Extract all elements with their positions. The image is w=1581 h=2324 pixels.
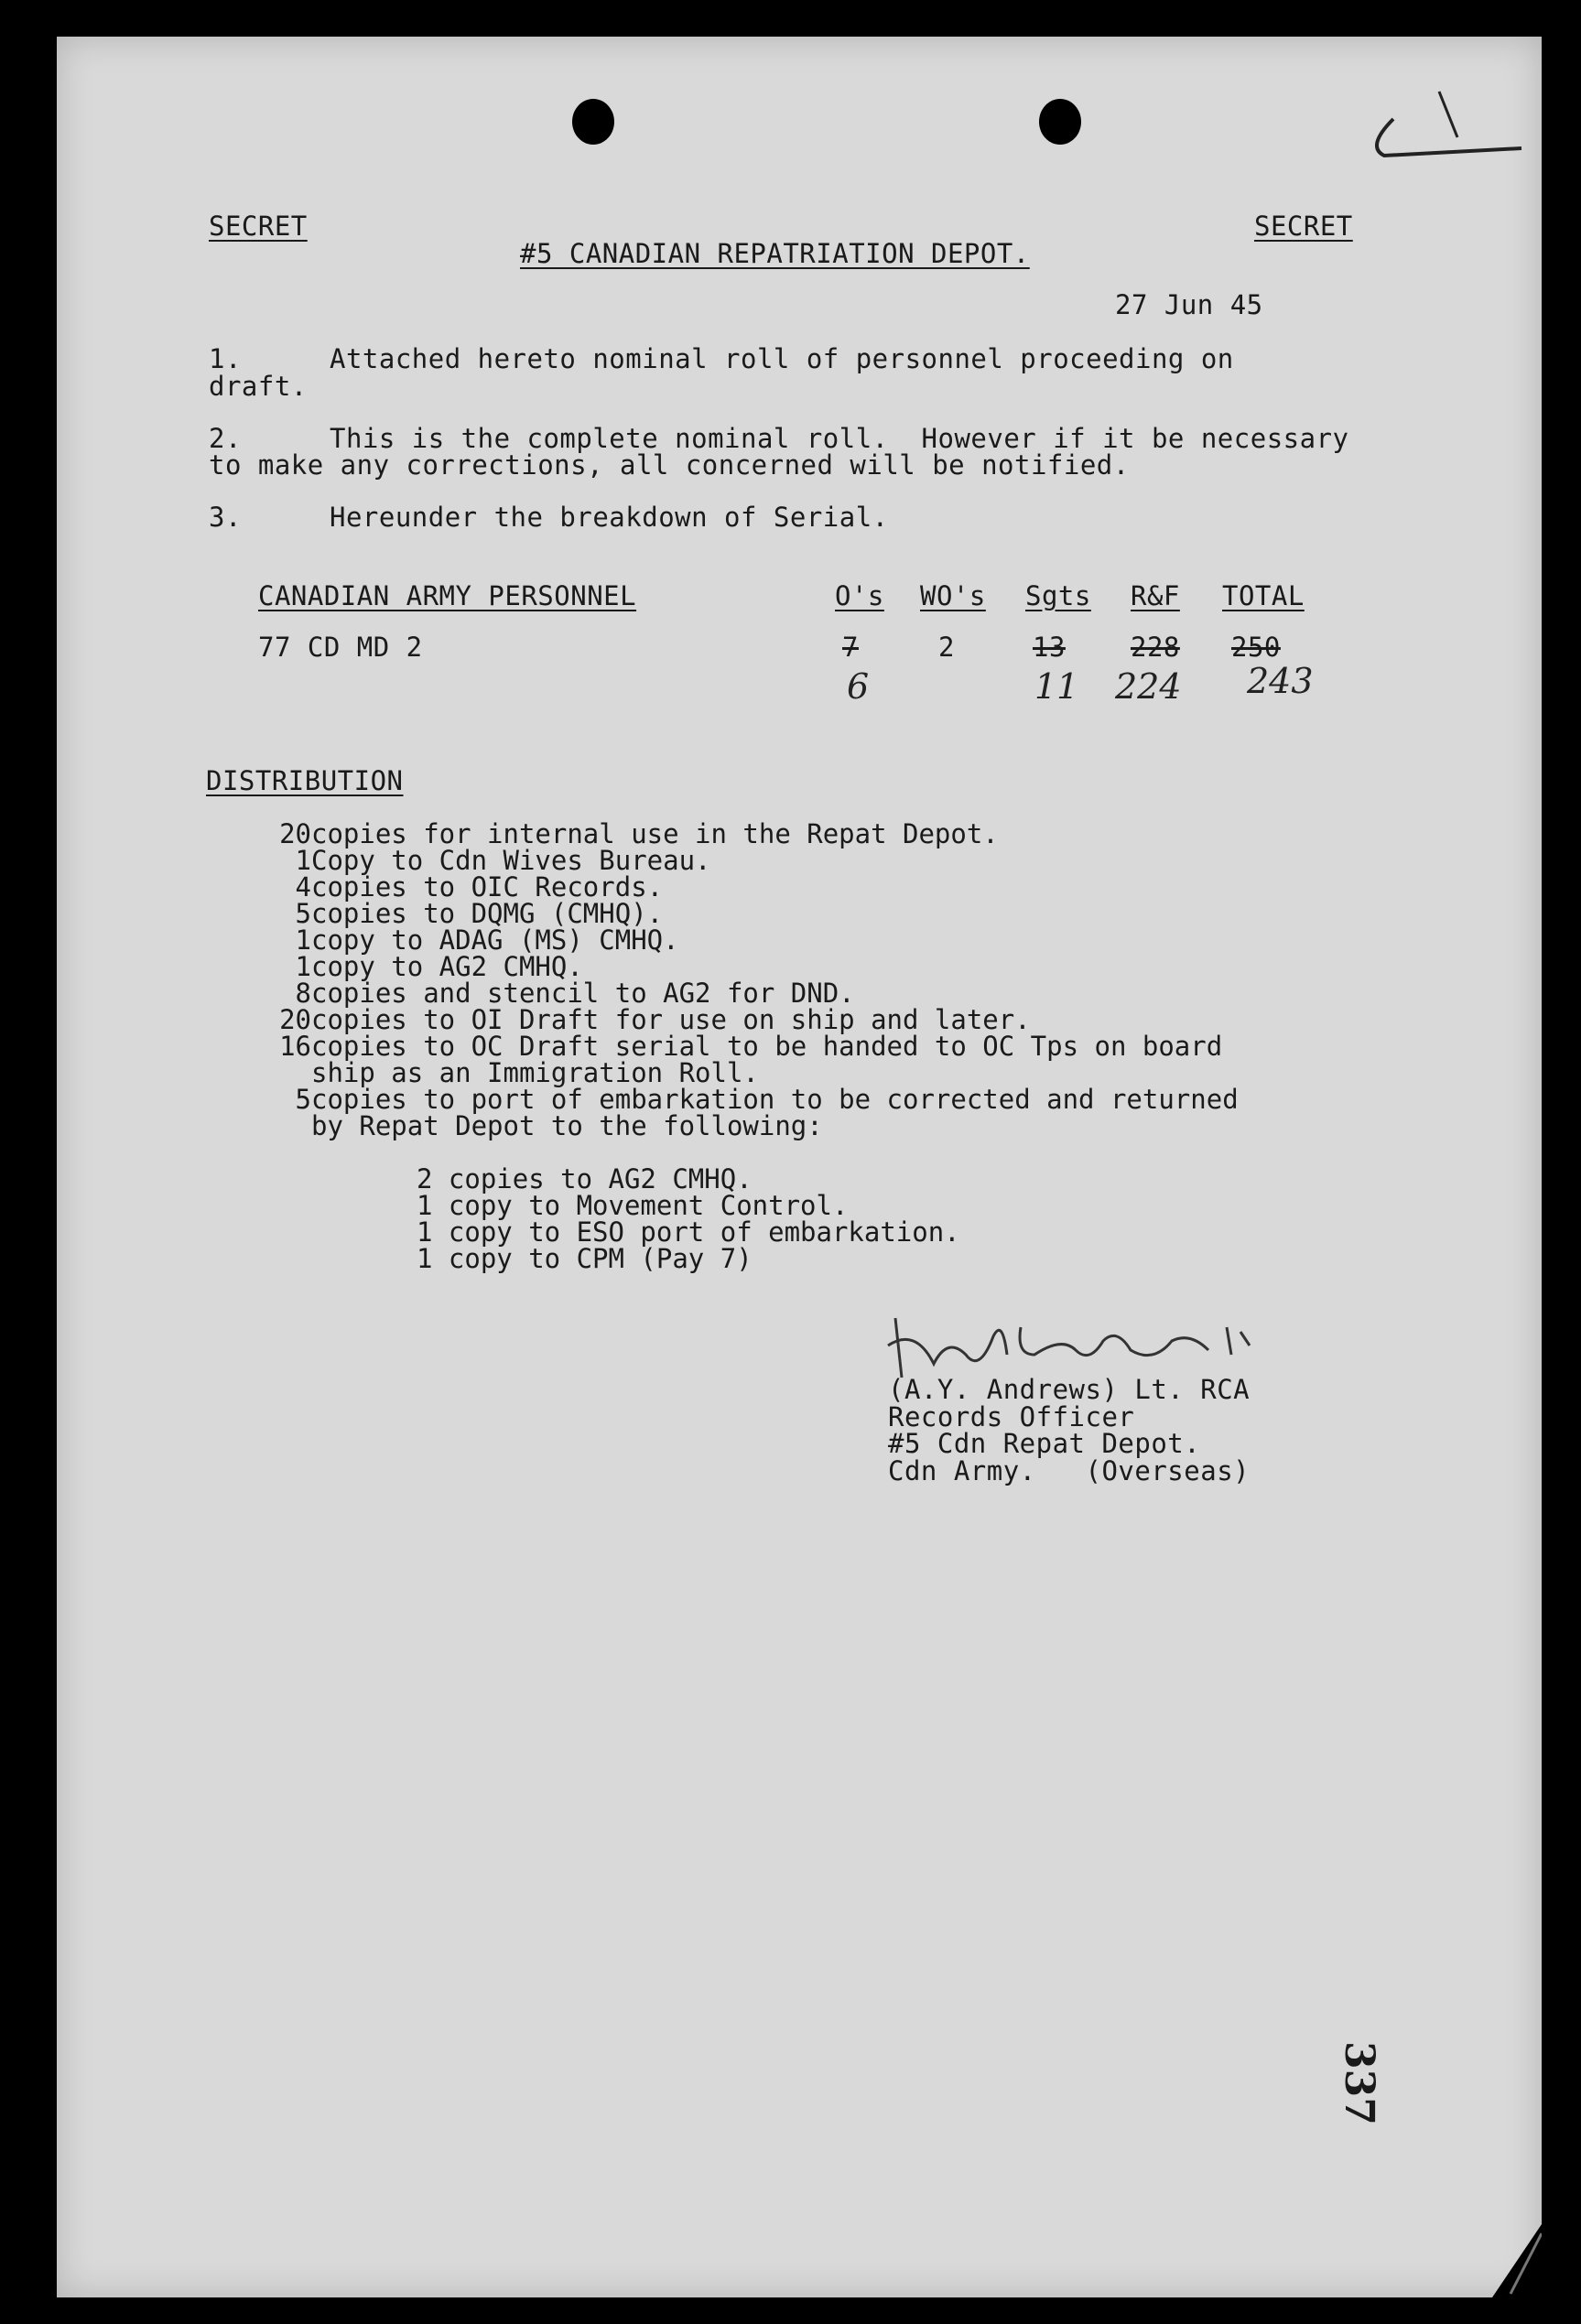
handwritten-correction: 243 (1247, 661, 1314, 701)
paragraph-number: 2. (209, 423, 242, 454)
signatory-title: Records Officer (888, 1401, 1135, 1432)
handwritten-correction: 6 (847, 666, 870, 707)
check-mark-icon (1357, 82, 1531, 165)
typed-value: 228 (1131, 632, 1180, 663)
punch-hole (572, 99, 614, 145)
distribution-item: 8copies and stencil to AG2 for DND. (295, 978, 855, 1009)
paragraph-text: Hereunder the breakdown of Serial. (330, 502, 889, 533)
document-title: #5 CANADIAN REPATRIATION DEPOT. (520, 238, 1030, 269)
distribution-item: 4copies to OIC Records. (295, 871, 664, 903)
classification-left: SECRET (209, 211, 308, 242)
paragraph-number: 1. (209, 343, 242, 374)
distribution-sub-item: 1 copy to Movement Control. (417, 1190, 849, 1221)
paragraph-number: 3. (209, 502, 242, 533)
typed-value: 2 (938, 632, 955, 663)
typed-value: 7 (842, 632, 859, 663)
distribution-sub-item: 1 copy to CPM (Pay 7) (417, 1243, 753, 1274)
punch-hole (1039, 99, 1081, 145)
document-date: 27 Jun 45 (1115, 289, 1263, 320)
distribution-heading: DISTRIBUTION (206, 765, 404, 796)
typed-value: 250 (1231, 632, 1281, 663)
signatory-name: (A.Y. Andrews) Lt. RCA (888, 1374, 1251, 1405)
page-number-stamp: 337 (1336, 2041, 1382, 2125)
breakdown-heading: CANADIAN ARMY PERSONNEL (258, 580, 637, 611)
distribution-item: 5copies to DQMG (CMHQ). (295, 898, 664, 929)
signatory-unit: #5 Cdn Repat Depot. (888, 1428, 1201, 1459)
distribution-item: by Repat Depot to the following: (311, 1110, 823, 1141)
column-header: R&F (1131, 580, 1180, 611)
distribution-sub-item: 1 copy to ESO port of embarkation. (417, 1216, 960, 1248)
distribution-item: 16copies to OC Draft serial to be handed to OC Tps on board (279, 1031, 1223, 1062)
handwritten-correction: 11 (1034, 666, 1079, 707)
classification-right: SECRET (1254, 211, 1353, 242)
distribution-sub-item: 2 copies to AG2 CMHQ. (417, 1163, 753, 1194)
distribution-item: 5copies to port of embarkation to be corrected and returned (295, 1084, 1239, 1115)
paragraph-text: to make any corrections, all concerned will be notified. (209, 449, 1130, 481)
distribution-item: 1copy to ADAG (MS) CMHQ. (295, 924, 679, 956)
distribution-item: 20copies to OI Draft for use on ship and later. (279, 1004, 1031, 1035)
column-header: O's (835, 580, 884, 611)
paragraph-text: Attached hereto nominal roll of personnel proceeding on (330, 343, 1234, 374)
folded-corner (1492, 2224, 1542, 2297)
distribution-item: 1copy to AG2 CMHQ. (295, 951, 583, 982)
distribution-item: 1Copy to Cdn Wives Bureau. (295, 845, 711, 876)
column-header: TOTAL (1222, 580, 1305, 611)
handwritten-correction: 224 (1115, 666, 1182, 707)
distribution-item: 20copies for internal use in the Repat Depot. (279, 818, 999, 849)
typed-value: 13 (1033, 632, 1066, 663)
column-header: Sgts (1025, 580, 1091, 611)
signatory-army: Cdn Army. (Overseas) (888, 1455, 1251, 1486)
column-header: WO's (920, 580, 986, 611)
row-label: 77 CD MD 2 (258, 632, 423, 663)
paragraph-text: draft. (209, 371, 308, 402)
paragraph-text: This is the complete nominal roll. However if it be necessary (330, 423, 1349, 454)
distribution-item: ship as an Immigration Roll. (311, 1057, 759, 1088)
